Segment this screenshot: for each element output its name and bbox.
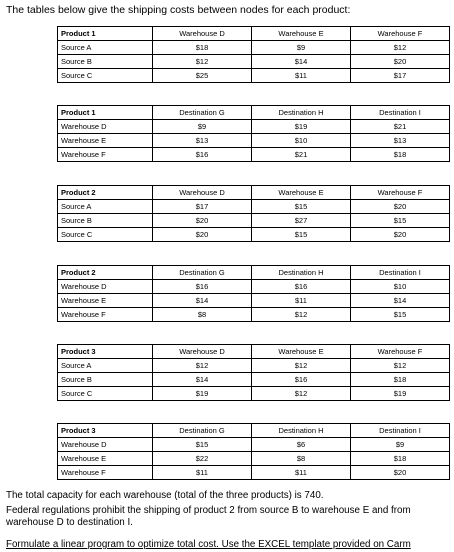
table-row — [58, 280, 450, 294]
column-header: Destination G — [153, 106, 252, 120]
row-label: Warehouse F — [58, 466, 153, 480]
cost-cell: $11 — [252, 294, 351, 308]
table-row — [58, 120, 450, 134]
product-label: Product 2 — [58, 186, 153, 200]
row-label: Warehouse E — [58, 452, 153, 466]
table-row — [58, 294, 450, 308]
row-label: Warehouse E — [58, 134, 153, 148]
table-row — [58, 452, 450, 466]
cost-cell: $15 — [252, 228, 351, 242]
cost-cell: $19 — [252, 120, 351, 134]
table-row — [58, 69, 450, 83]
row-label: Warehouse D — [58, 280, 153, 294]
column-header: Warehouse E — [252, 27, 351, 41]
row-label: Source C — [58, 387, 153, 401]
cost-cell: $11 — [252, 69, 351, 83]
table-row — [58, 200, 450, 214]
column-header: Destination I — [351, 266, 450, 280]
cost-table — [57, 185, 450, 242]
cost-cell: $20 — [351, 200, 450, 214]
cost-cell: $22 — [153, 452, 252, 466]
cost-cell: $27 — [252, 214, 351, 228]
cost-cell: $15 — [351, 214, 450, 228]
column-header: Warehouse D — [153, 345, 252, 359]
table-row — [58, 308, 450, 322]
cost-table — [57, 26, 450, 83]
cost-cell: $12 — [252, 308, 351, 322]
cost-cell: $12 — [252, 359, 351, 373]
table-row — [58, 438, 450, 452]
cost-cell: $6 — [252, 438, 351, 452]
row-label: Source B — [58, 373, 153, 387]
column-header: Destination H — [252, 106, 351, 120]
row-label: Source A — [58, 200, 153, 214]
cost-cell: $14 — [252, 55, 351, 69]
cost-cell: $9 — [153, 120, 252, 134]
column-header: Warehouse D — [153, 186, 252, 200]
column-header: Warehouse E — [252, 345, 351, 359]
cost-cell: $11 — [153, 466, 252, 480]
table-header-row — [58, 186, 450, 200]
cost-cell: $14 — [351, 294, 450, 308]
formulate-text: Formulate a linear program to optimize total cost. Use the EXCEL template provided on Carm — [6, 539, 411, 550]
cost-cell: $20 — [351, 228, 450, 242]
cost-cell: $20 — [351, 466, 450, 480]
cost-cell: $16 — [252, 280, 351, 294]
cost-cell: $18 — [153, 41, 252, 55]
table-row — [58, 148, 450, 162]
cost-cell: $14 — [153, 373, 252, 387]
cost-cell: $19 — [351, 387, 450, 401]
cost-cell: $12 — [153, 359, 252, 373]
table-header-row — [58, 266, 450, 280]
column-header: Destination I — [351, 106, 450, 120]
cost-table — [57, 423, 450, 480]
row-label: Warehouse F — [58, 308, 153, 322]
cost-cell: $12 — [153, 55, 252, 69]
product-label: Product 3 — [58, 345, 153, 359]
cost-cell: $21 — [252, 148, 351, 162]
product-label: Product 1 — [58, 27, 153, 41]
table-header-row — [58, 106, 450, 120]
column-header: Destination I — [351, 424, 450, 438]
cost-cell: $20 — [351, 55, 450, 69]
table-row — [58, 466, 450, 480]
cost-cell: $8 — [252, 452, 351, 466]
cost-cell: $15 — [252, 200, 351, 214]
table-row — [58, 359, 450, 373]
row-label: Source A — [58, 359, 153, 373]
table-header-row — [58, 27, 450, 41]
column-header: Warehouse F — [351, 186, 450, 200]
row-label: Source B — [58, 214, 153, 228]
row-label: Warehouse D — [58, 438, 153, 452]
column-header: Destination H — [252, 424, 351, 438]
cost-cell: $16 — [252, 373, 351, 387]
column-header: Warehouse E — [252, 186, 351, 200]
cost-cell: $25 — [153, 69, 252, 83]
cost-cell: $11 — [252, 466, 351, 480]
row-label: Warehouse E — [58, 294, 153, 308]
cost-cell: $18 — [351, 148, 450, 162]
table-row — [58, 134, 450, 148]
table-row — [58, 214, 450, 228]
table-row — [58, 55, 450, 69]
cost-cell: $17 — [351, 69, 450, 83]
cost-cell: $9 — [351, 438, 450, 452]
table-row — [58, 387, 450, 401]
cost-cell: $15 — [153, 438, 252, 452]
table-header-row — [58, 345, 450, 359]
cost-cell: $16 — [153, 280, 252, 294]
product-label: Product 1 — [58, 106, 153, 120]
cost-cell: $15 — [351, 308, 450, 322]
cost-cell: $13 — [351, 134, 450, 148]
row-label: Warehouse D — [58, 120, 153, 134]
table-header-row — [58, 424, 450, 438]
cost-cell: $20 — [153, 214, 252, 228]
cost-cell: $10 — [252, 134, 351, 148]
table-row — [58, 41, 450, 55]
column-header: Warehouse D — [153, 27, 252, 41]
cost-cell: $12 — [351, 359, 450, 373]
cost-cell: $12 — [351, 41, 450, 55]
column-header: Warehouse F — [351, 345, 450, 359]
cost-cell: $12 — [252, 387, 351, 401]
table-row — [58, 373, 450, 387]
federal-text: Federal regulations prohibit the shipping of product 2 from source B to warehouse E and from warehouse D to destination I. — [6, 505, 411, 528]
cost-cell: $21 — [351, 120, 450, 134]
cost-cell: $17 — [153, 200, 252, 214]
cost-cell: $13 — [153, 134, 252, 148]
cost-cell: $20 — [153, 228, 252, 242]
row-label: Warehouse F — [58, 148, 153, 162]
row-label: Source A — [58, 41, 153, 55]
column-header: Destination H — [252, 266, 351, 280]
row-label: Source C — [58, 228, 153, 242]
cost-cell: $16 — [153, 148, 252, 162]
cost-table — [57, 344, 450, 401]
product-label: Product 3 — [58, 424, 153, 438]
row-label: Source C — [58, 69, 153, 83]
table-row — [58, 228, 450, 242]
product-label: Product 2 — [58, 266, 153, 280]
cost-cell: $8 — [153, 308, 252, 322]
column-header: Destination G — [153, 266, 252, 280]
column-header: Warehouse F — [351, 27, 450, 41]
cost-cell: $18 — [351, 452, 450, 466]
cost-cell: $18 — [351, 373, 450, 387]
intro-text: The tables below give the shipping costs between nodes for each product: — [6, 4, 351, 16]
capacity-text: The total capacity for each warehouse (total of the three products) is 740. — [6, 490, 324, 501]
cost-cell: $19 — [153, 387, 252, 401]
cost-cell: $10 — [351, 280, 450, 294]
cost-table — [57, 105, 450, 162]
row-label: Source B — [58, 55, 153, 69]
column-header: Destination G — [153, 424, 252, 438]
cost-table — [57, 265, 450, 322]
cost-cell: $14 — [153, 294, 252, 308]
cost-cell: $9 — [252, 41, 351, 55]
